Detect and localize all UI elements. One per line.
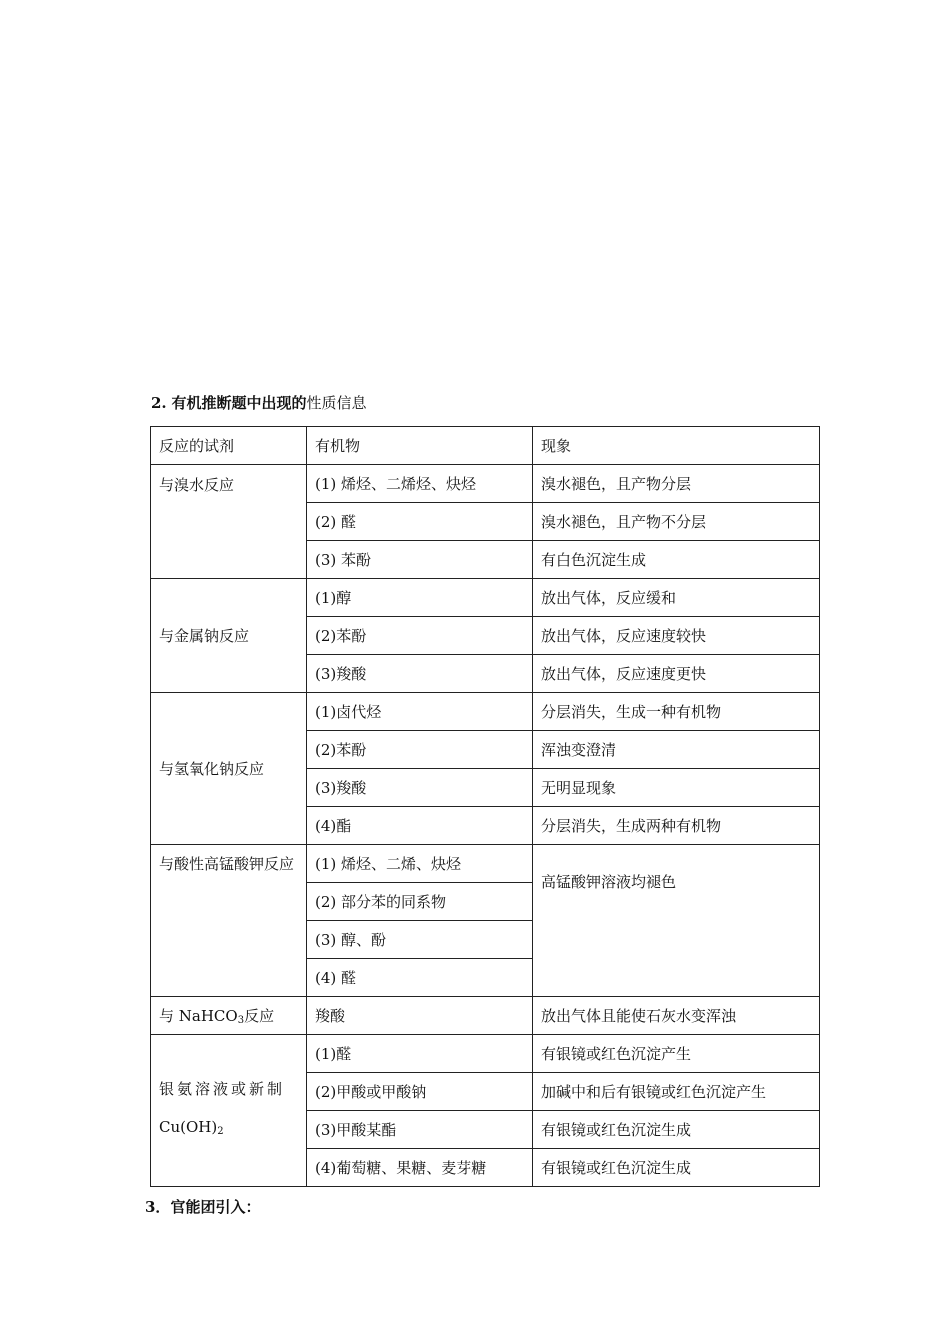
reagent-line-2-prefix: Cu(OH) xyxy=(159,1118,218,1136)
phenomenon-cell: 分层消失，生成一种有机物 xyxy=(533,693,820,731)
compound-cell: (2)苯酚 xyxy=(307,617,533,655)
section-3-heading xyxy=(145,1197,260,1217)
table-row xyxy=(151,579,820,617)
section-3-title: 官能团引入： xyxy=(170,1198,261,1216)
compound-cell: (3)羧酸 xyxy=(307,769,533,807)
phenomenon-cell: 放出气体，反应速度更快 xyxy=(533,655,820,693)
phenomenon-cell: 有白色沉淀生成 xyxy=(533,541,820,579)
header-phenomenon: 现象 xyxy=(533,427,820,465)
phenomenon-cell: 有银镜或红色沉淀生成 xyxy=(533,1111,820,1149)
compound-cell: (2) 醛 xyxy=(307,503,533,541)
compound-cell: 羧酸 xyxy=(307,997,533,1035)
section-2-title-bold: 有机推断题中出现的 xyxy=(171,394,307,412)
section-2-title-rest: 性质信息 xyxy=(306,394,367,412)
header-compound: 有机物 xyxy=(307,427,533,465)
reagent-line-2-subscript: 2 xyxy=(217,1126,224,1137)
table-row xyxy=(151,693,820,731)
properties-table xyxy=(150,426,820,1187)
compound-cell: (2)甲酸或甲酸钠 xyxy=(307,1073,533,1111)
phenomenon-cell: 溴水褪色，且产物不分层 xyxy=(533,503,820,541)
table-row xyxy=(151,845,820,883)
reagent-cell: 与溴水反应 xyxy=(151,465,307,579)
compound-cell: (3) 醇、酚 xyxy=(307,921,533,959)
reagent-cell xyxy=(151,997,307,1035)
reagent-line-1: 银氨溶液或新制 xyxy=(159,1080,286,1098)
compound-cell: (4)酯 xyxy=(307,807,533,845)
compound-cell: (2) 部分苯的同系物 xyxy=(307,883,533,921)
reagent-subscript: 3 xyxy=(237,1015,245,1026)
reagent-prefix: 与 NaHCO xyxy=(159,1007,238,1025)
phenomenon-cell: 分层消失，生成两种有机物 xyxy=(533,807,820,845)
compound-cell: (3)甲酸某酯 xyxy=(307,1111,533,1149)
reagent-cell xyxy=(151,1035,307,1187)
compound-cell: (4) 醛 xyxy=(307,959,533,997)
compound-cell: (1)卤代烃 xyxy=(307,693,533,731)
compound-cell: (4)葡萄糖、果糖、麦芽糖 xyxy=(307,1149,533,1187)
table-row xyxy=(151,465,820,503)
table-row xyxy=(151,1035,820,1073)
reagent-cell: 与酸性高锰酸钾反应 xyxy=(151,845,307,997)
phenomenon-cell: 加碱中和后有银镜或红色沉淀产生 xyxy=(533,1073,820,1111)
phenomenon-cell: 放出气体，反应缓和 xyxy=(533,579,820,617)
section-3-number: 3． xyxy=(145,1198,171,1216)
section-2-number: 2. xyxy=(151,394,167,412)
reagent-line-2 xyxy=(159,1108,298,1151)
phenomenon-cell: 高锰酸钾溶液均褪色 xyxy=(533,845,820,997)
compound-cell: (3)羧酸 xyxy=(307,655,533,693)
phenomenon-cell: 放出气体且能使石灰水变浑浊 xyxy=(533,997,820,1035)
phenomenon-cell: 溴水褪色，且产物分层 xyxy=(533,465,820,503)
reagent-suffix: 反应 xyxy=(244,1007,275,1025)
compound-cell: (1)醛 xyxy=(307,1035,533,1073)
reagent-cell: 与金属钠反应 xyxy=(151,579,307,693)
phenomenon-cell: 浑浊变澄清 xyxy=(533,731,820,769)
compound-cell: (2)苯酚 xyxy=(307,731,533,769)
compound-cell: (1) 烯烃、二烯烃、炔烃 xyxy=(307,465,533,503)
compound-cell: (1)醇 xyxy=(307,579,533,617)
table-row xyxy=(151,997,820,1035)
header-reagent: 反应的试剂 xyxy=(151,427,307,465)
reagent-cell: 与氢氧化钠反应 xyxy=(151,693,307,845)
table-header-row xyxy=(151,427,820,465)
section-2-heading xyxy=(151,393,366,413)
compound-cell: (1) 烯烃、二烯、炔烃 xyxy=(307,845,533,883)
phenomenon-cell: 有银镜或红色沉淀生成 xyxy=(533,1149,820,1187)
phenomenon-cell: 有银镜或红色沉淀产生 xyxy=(533,1035,820,1073)
phenomenon-cell: 无明显现象 xyxy=(533,769,820,807)
compound-cell: (3) 苯酚 xyxy=(307,541,533,579)
phenomenon-cell: 放出气体，反应速度较快 xyxy=(533,617,820,655)
